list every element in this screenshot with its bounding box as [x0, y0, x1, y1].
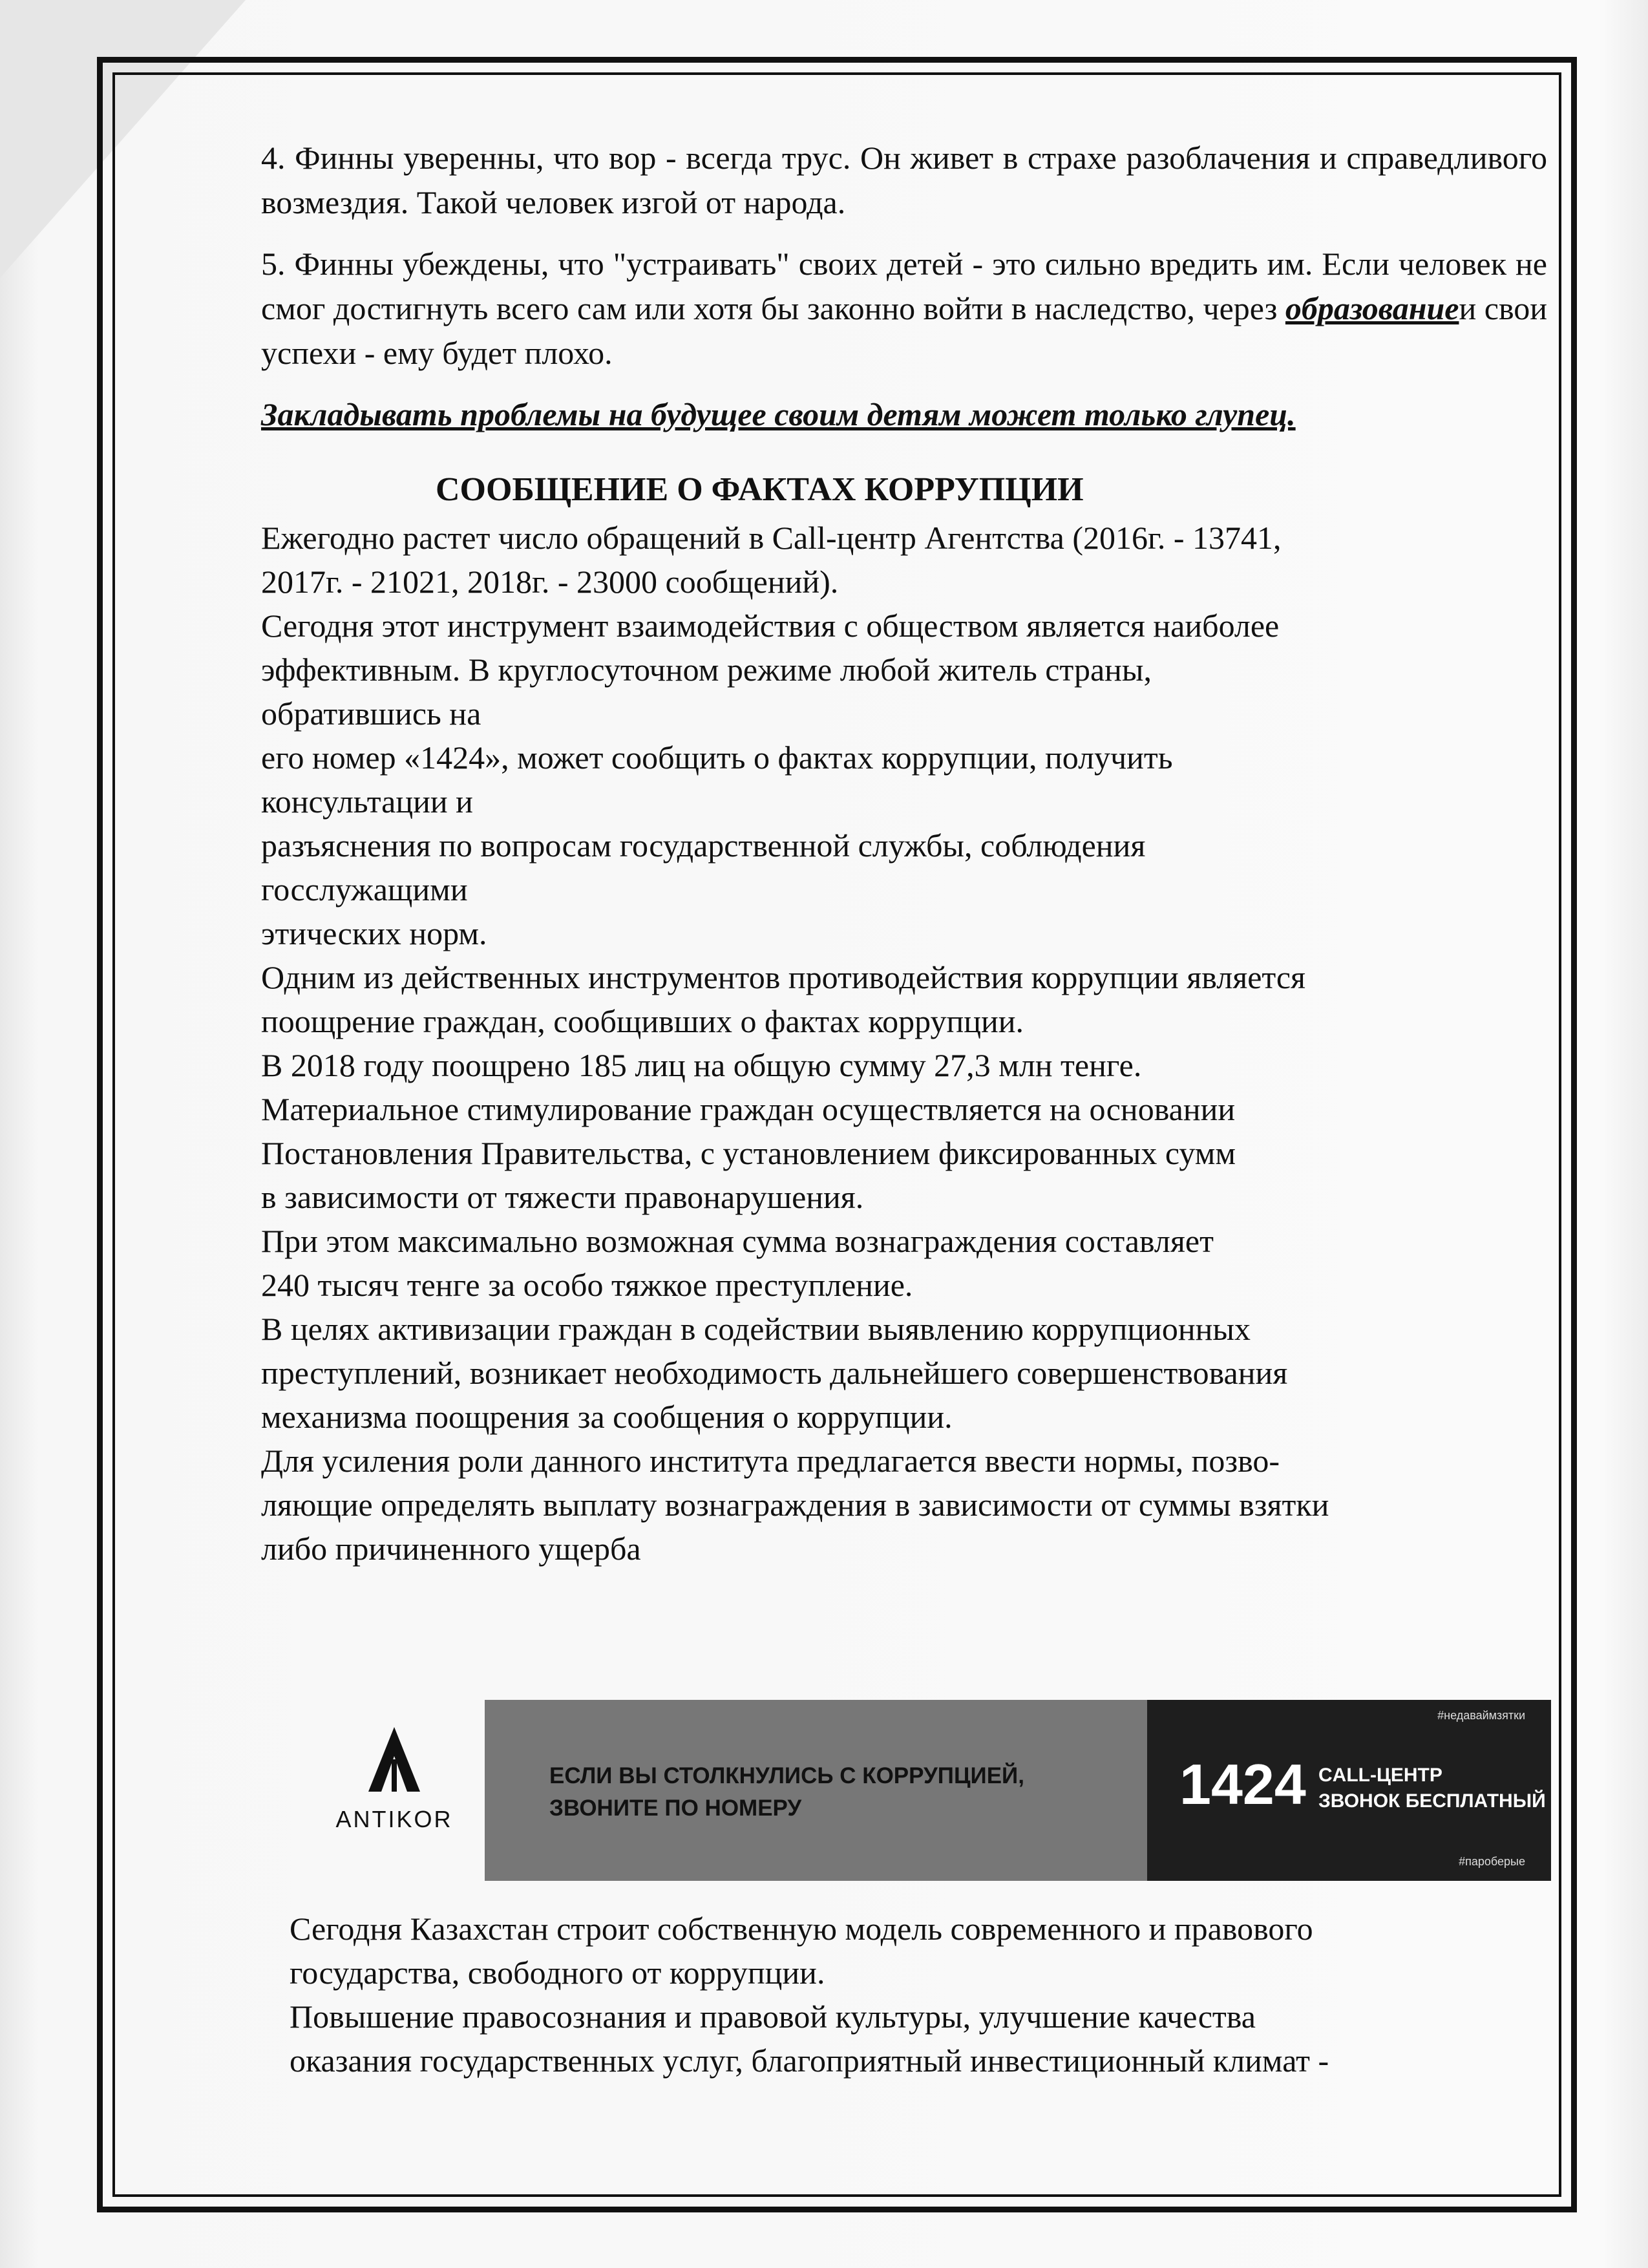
body-line: 240 тысяч тенге за особо тяжкое преступление. [261, 1267, 913, 1303]
body-line: либо причиненного ущерба [261, 1531, 641, 1567]
body-line: консультации и [261, 783, 473, 820]
body-line: Постановления Правительства, с установлением фиксированных сумм [261, 1135, 1236, 1171]
body-line: При этом максимально возможная сумма вознаграждения составляет [261, 1223, 1214, 1259]
body-line: обратившись на [261, 695, 481, 732]
point-5-emphasis: образование [1285, 290, 1459, 326]
free-call-label: ЗВОНОК БЕСПЛАТНЫЙ [1318, 1790, 1546, 1812]
body-line: разъяснения по вопросам государственной службы, соблюдения [261, 827, 1146, 864]
closing-line: оказания государственных услуг, благоприятный инвестиционный климат - [290, 2042, 1329, 2079]
banner-message-panel [485, 1700, 1147, 1881]
body-line: преступлений, возникает необходимость дальнейшего совершенствования [261, 1355, 1288, 1391]
closing-line: Повышение правосознания и правовой культуры, улучшение качества [290, 1998, 1256, 2035]
body-line: Сегодня этот инструмент взаимодействия с обществом является наиболее [261, 608, 1280, 644]
body-line: механизма поощрения за сообщения о коррупции. [261, 1399, 953, 1435]
body-line: этических норм. [261, 915, 487, 951]
antikor-logo [297, 1719, 491, 1868]
banner-message-line-2: ЗВОНИТЕ ПО НОМЕРУ [549, 1796, 802, 1821]
closing-line: Сегодня Казахстан строит собственную модель современного и правового [290, 1911, 1313, 1947]
body-line: 2017г. - 21021, 2018г. - 23000 сообщений). [261, 564, 839, 600]
antikor-logo-icon [368, 1727, 420, 1792]
closing-line: государства, свободного от коррупции. [290, 1955, 825, 1991]
body-line: В целях активизации граждан в содействии выявлению коррупционных [261, 1311, 1251, 1347]
body-line: Материальное стимулирование граждан осуществляется на основании [261, 1091, 1236, 1127]
call-center-label: CALL-ЦЕНТР [1318, 1765, 1442, 1786]
body-line: ляющие определять выплату вознаграждения в зависимости от суммы взятки [261, 1487, 1329, 1523]
body-line: госслужащими [261, 871, 468, 907]
closing-paragraph [290, 1907, 1550, 2083]
point-5-paragraph [261, 242, 1547, 376]
antikor-banner [297, 1693, 1551, 1881]
section-body [261, 516, 1547, 1571]
hotline-number: 1424 [1179, 1752, 1306, 1816]
banner-number-panel [1147, 1700, 1551, 1881]
point-4-paragraph: 4. Финны уверенны, что вор - всегда трус. Он живет в страхе разоблачения и справедливого возмездия. Такой человек изгой от народа. [261, 140, 1547, 220]
point-5-text-start: 5. Финны убеждены, что "устраивать" своих детей - это сильно вредить им. Если человек не смог достигнуть всего сам или хотя бы законно войти в наследство, через [261, 246, 1547, 326]
point-5-text-end: и свои успехи - ему будет плохо. [261, 290, 1547, 371]
banner-message-line-1: ЕСЛИ ВЫ СТОЛКНУЛИСЬ С КОРРУПЦИЕЙ, [549, 1763, 1024, 1788]
body-line: Для усиления роли данного института предлагается ввести нормы, позво- [261, 1443, 1280, 1479]
body-line: в зависимости от тяжести правонарушения. [261, 1179, 864, 1215]
body-line: В 2018 году поощрено 185 лиц на общую сумму 27,3 млн тенге. [261, 1047, 1142, 1083]
callout-sentence: Закладывать проблемы на будущее своим детям может только глупец. [261, 396, 1296, 432]
section-heading: СООБЩЕНИЕ О ФАКТАХ КОРРУПЦИИ [436, 471, 1084, 508]
body-line: эффективным. В круглосуточном режиме любой житель страны, [261, 652, 1152, 688]
banner-hashtag-bottom: #пароберые [1459, 1855, 1525, 1868]
body-line: Одним из действенных инструментов противодействия коррупции является [261, 959, 1306, 995]
body-line: поощрение граждан, сообщивших о фактах коррупции. [261, 1003, 1024, 1039]
document-content [261, 136, 1547, 1571]
banner-hashtag-top: #недаваймзятки [1437, 1709, 1525, 1722]
body-line: Ежегодно растет число обращений в Call-центр Агентства (2016г. - 13741, [261, 520, 1282, 556]
body-line: его номер «1424», может сообщить о фактах коррупции, получить [261, 739, 1173, 776]
antikor-brand-label: ANTIKOR [335, 1806, 453, 1832]
